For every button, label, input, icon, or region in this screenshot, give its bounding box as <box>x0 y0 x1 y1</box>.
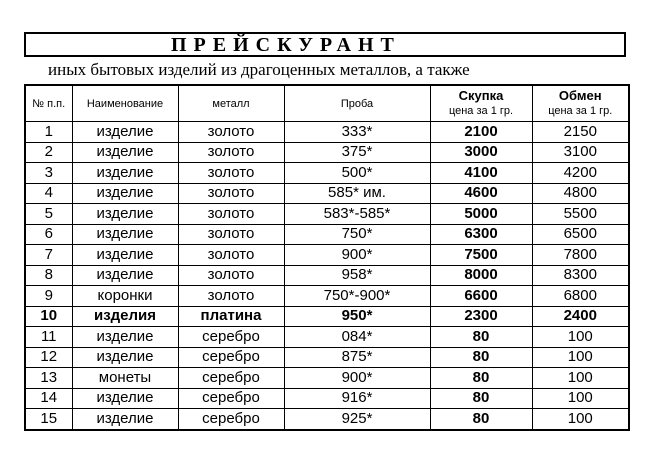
cell-buy: 3000 <box>430 142 532 163</box>
price-table <box>24 84 630 431</box>
cell-name: изделие <box>72 388 178 409</box>
cell-metal: серебро <box>178 388 284 409</box>
table-row <box>25 388 629 409</box>
cell-probe: 875* <box>284 347 430 368</box>
cell-exchange: 4800 <box>532 183 629 204</box>
cell-exchange: 5500 <box>532 204 629 225</box>
header-buy-sub: цена за 1 гр. <box>448 105 514 117</box>
cell-num: 1 <box>25 122 72 143</box>
cell-buy: 80 <box>430 327 532 348</box>
cell-name: изделие <box>72 327 178 348</box>
cell-exchange: 7800 <box>532 245 629 266</box>
cell-probe: 585* им. <box>284 183 430 204</box>
cell-metal: золото <box>178 142 284 163</box>
cell-probe: 950* <box>284 306 430 327</box>
cell-name: изделие <box>72 183 178 204</box>
header-buy <box>430 85 532 122</box>
cell-num: 4 <box>25 183 72 204</box>
cell-num: 15 <box>25 409 72 430</box>
table-row <box>25 265 629 286</box>
cell-probe: 375* <box>284 142 430 163</box>
cell-exchange: 100 <box>532 409 629 430</box>
cell-metal: золото <box>178 265 284 286</box>
cell-buy: 7500 <box>430 245 532 266</box>
table-row <box>25 347 629 368</box>
cell-name: монеты <box>72 368 178 389</box>
cell-probe: 583*-585* <box>284 204 430 225</box>
header-probe: Проба <box>284 85 430 122</box>
cell-num: 6 <box>25 224 72 245</box>
table-row <box>25 122 629 143</box>
cell-metal: золото <box>178 163 284 184</box>
cell-metal: золото <box>178 204 284 225</box>
header-buy-title: Скупка <box>458 88 504 103</box>
cell-buy: 2300 <box>430 306 532 327</box>
cell-exchange: 100 <box>532 347 629 368</box>
cell-exchange: 8300 <box>532 265 629 286</box>
cell-metal: серебро <box>178 409 284 430</box>
table-row <box>25 306 629 327</box>
cell-buy: 8000 <box>430 265 532 286</box>
cell-metal: золото <box>178 245 284 266</box>
cell-name: изделие <box>72 204 178 225</box>
cell-num: 9 <box>25 286 72 307</box>
cell-probe: 084* <box>284 327 430 348</box>
cell-name: изделие <box>72 224 178 245</box>
cell-name: изделие <box>72 142 178 163</box>
table-row <box>25 368 629 389</box>
header-exchange <box>532 85 629 122</box>
table-header-row <box>25 85 629 122</box>
cell-probe: 900* <box>284 245 430 266</box>
cell-probe: 958* <box>284 265 430 286</box>
cell-exchange: 4200 <box>532 163 629 184</box>
cell-num: 13 <box>25 368 72 389</box>
cell-name: изделие <box>72 265 178 286</box>
cell-name: изделие <box>72 163 178 184</box>
table-row <box>25 286 629 307</box>
cell-probe: 750*-900* <box>284 286 430 307</box>
cell-metal: серебро <box>178 327 284 348</box>
cell-buy: 80 <box>430 388 532 409</box>
cell-exchange: 6500 <box>532 224 629 245</box>
cell-probe: 750* <box>284 224 430 245</box>
cell-num: 8 <box>25 265 72 286</box>
cell-buy: 2100 <box>430 122 532 143</box>
table-row <box>25 327 629 348</box>
cell-exchange: 3100 <box>532 142 629 163</box>
table-row <box>25 409 629 430</box>
table-row <box>25 204 629 225</box>
header-name: Наименование <box>72 85 178 122</box>
header-metal: металл <box>178 85 284 122</box>
cell-metal: золото <box>178 122 284 143</box>
cell-exchange: 100 <box>532 327 629 348</box>
cell-exchange: 100 <box>532 388 629 409</box>
cell-name: коронки <box>72 286 178 307</box>
table-row <box>25 142 629 163</box>
header-num: № п.п. <box>25 85 72 122</box>
cell-name: изделие <box>72 409 178 430</box>
cell-metal: золото <box>178 183 284 204</box>
cell-metal: золото <box>178 224 284 245</box>
cell-exchange: 100 <box>532 368 629 389</box>
cell-probe: 925* <box>284 409 430 430</box>
page-subtitle: иных бытовых изделий из драгоценных металлов, а также <box>48 60 470 79</box>
cell-probe: 900* <box>284 368 430 389</box>
cell-name: изделие <box>72 122 178 143</box>
cell-probe: 500* <box>284 163 430 184</box>
cell-exchange: 2400 <box>532 306 629 327</box>
cell-buy: 80 <box>430 368 532 389</box>
cell-metal: золото <box>178 286 284 307</box>
cell-num: 5 <box>25 204 72 225</box>
cell-buy: 6300 <box>430 224 532 245</box>
header-exchange-title: Обмен <box>558 88 602 103</box>
cell-probe: 333* <box>284 122 430 143</box>
cell-name: изделие <box>72 245 178 266</box>
table-row <box>25 183 629 204</box>
cell-num: 11 <box>25 327 72 348</box>
cell-buy: 5000 <box>430 204 532 225</box>
cell-num: 14 <box>25 388 72 409</box>
table-row <box>25 245 629 266</box>
cell-num: 12 <box>25 347 72 368</box>
cell-buy: 6600 <box>430 286 532 307</box>
cell-metal: серебро <box>178 368 284 389</box>
page-title: ПРЕЙСКУРАНТ <box>24 32 626 57</box>
cell-metal: платина <box>178 306 284 327</box>
cell-probe: 916* <box>284 388 430 409</box>
cell-name: изделие <box>72 347 178 368</box>
header-exchange-sub: цена за 1 гр. <box>548 105 613 117</box>
cell-num: 3 <box>25 163 72 184</box>
cell-exchange: 2150 <box>532 122 629 143</box>
cell-buy: 80 <box>430 347 532 368</box>
cell-buy: 80 <box>430 409 532 430</box>
cell-num: 2 <box>25 142 72 163</box>
table-row <box>25 163 629 184</box>
cell-num: 7 <box>25 245 72 266</box>
cell-metal: серебро <box>178 347 284 368</box>
cell-buy: 4100 <box>430 163 532 184</box>
table-row <box>25 224 629 245</box>
cell-num: 10 <box>25 306 72 327</box>
cell-exchange: 6800 <box>532 286 629 307</box>
cell-name: изделия <box>72 306 178 327</box>
cell-buy: 4600 <box>430 183 532 204</box>
